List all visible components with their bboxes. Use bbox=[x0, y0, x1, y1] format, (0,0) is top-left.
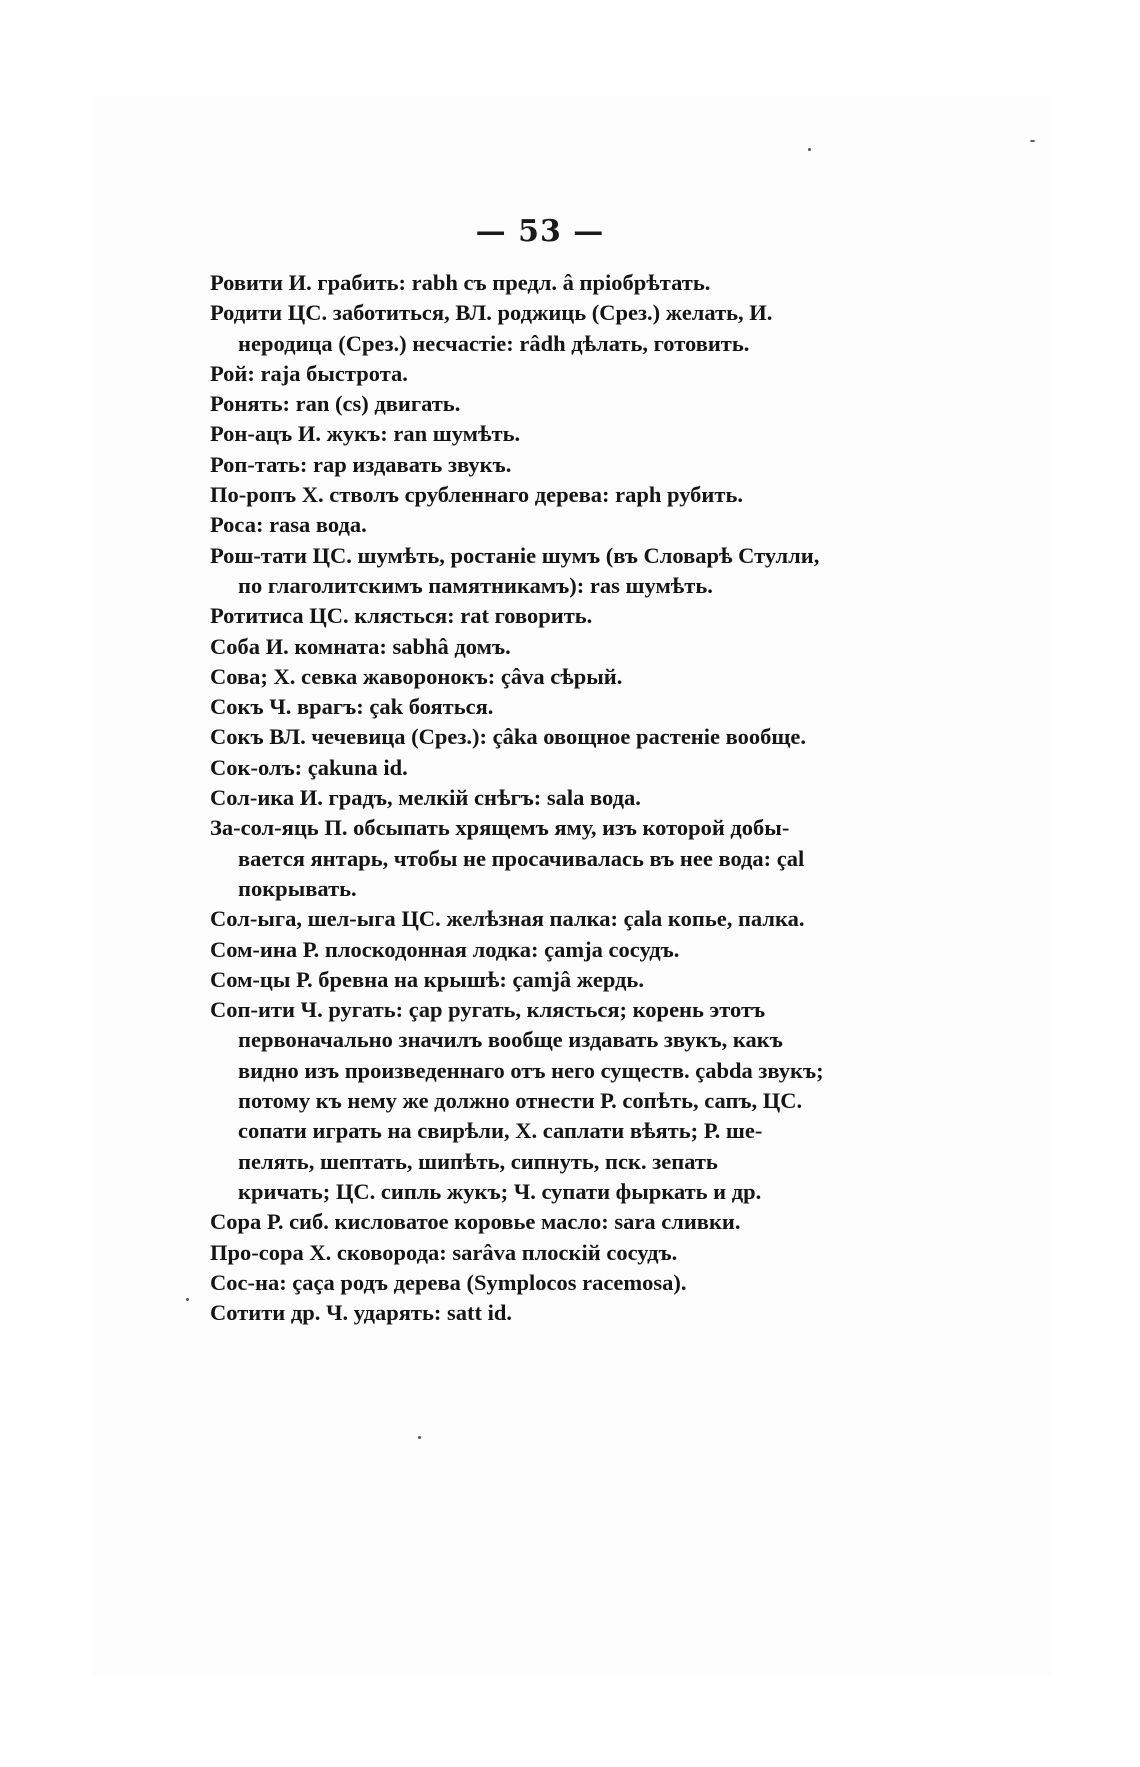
entry-line: Роп-тать: rap издавать звукъ. bbox=[210, 451, 512, 477]
entry-continuation-line: сопати играть на свирѣли, Х. саплати вѣять; Р. ше- bbox=[238, 1118, 763, 1144]
entry-continuation-line: кричать; ЦС. сипль жукъ; Ч. супати фыркать и др. bbox=[238, 1178, 762, 1204]
dictionary-entry bbox=[210, 904, 870, 934]
dictionary-entry bbox=[210, 783, 870, 813]
dictionary-entry bbox=[210, 692, 870, 722]
dictionary-entries bbox=[210, 268, 870, 1328]
entry-line: Сора Р. сиб. кисловатое коровье масло: sara сливки. bbox=[210, 1209, 741, 1235]
dictionary-entry bbox=[210, 1268, 870, 1298]
dictionary-entry bbox=[210, 298, 870, 359]
entry-line: За-сол-яць П. обсыпать хрящемъ яму, изъ которой добы- bbox=[210, 815, 790, 841]
dictionary-entry bbox=[210, 1298, 870, 1328]
entry-continuation-line: видно изъ произведеннаго отъ него существ. çabda звукъ; bbox=[238, 1057, 824, 1083]
dictionary-entry bbox=[210, 632, 870, 662]
entry-continuation-line: по глаголитскимъ памятникамъ): ras шумѣть. bbox=[238, 572, 713, 598]
dictionary-entry bbox=[210, 813, 870, 904]
entry-line: Соба И. комната: sabhâ домъ. bbox=[210, 633, 511, 659]
speck-mark bbox=[1030, 140, 1035, 142]
entry-line: Сос-на: çaça родъ дерева (Symplocos racemosa). bbox=[210, 1269, 687, 1295]
entry-line: Сокъ ВЛ. чечевица (Срез.): çâka овощное растеніе вообще. bbox=[210, 724, 806, 750]
entry-line: Ровити И. грабить: rabh съ предл. â пріобрѣтать. bbox=[210, 270, 711, 295]
speck-mark bbox=[186, 1298, 189, 1301]
entry-line: Соп-ити Ч. ругать: çap ругать, клясться; корень этотъ bbox=[210, 997, 766, 1023]
dictionary-entry bbox=[210, 965, 870, 995]
entry-line: Сок-олъ: çakuna id. bbox=[210, 754, 408, 780]
entry-line: Сол-ыга, шел-ыга ЦС. желѣзная палка: çala копье, палка. bbox=[210, 906, 805, 932]
dictionary-entry bbox=[210, 722, 870, 752]
entry-line: Родити ЦС. заботиться, ВЛ. роджиць (Срез.) желать, И. bbox=[210, 300, 773, 326]
entry-line: Ротитиса ЦС. клясться: rat говорить. bbox=[210, 603, 593, 629]
dictionary-entry bbox=[210, 995, 870, 1207]
dictionary-entry bbox=[210, 450, 870, 480]
entry-line: Сотити др. Ч. ударять: satt id. bbox=[210, 1300, 512, 1326]
dictionary-entry bbox=[210, 541, 870, 602]
entry-continuation-line: вается янтарь, чтобы не просачивалась въ нее вода: çal bbox=[238, 845, 805, 871]
dictionary-entry bbox=[210, 1238, 870, 1268]
entry-line: Рош-тати ЦС. шумѣть, ростаніе шумъ (въ Словарѣ Стулли, bbox=[210, 542, 820, 568]
speck-mark bbox=[808, 148, 811, 151]
dictionary-entry bbox=[210, 935, 870, 965]
dictionary-entry bbox=[210, 389, 870, 419]
entry-continuation-line: пелять, шептать, шипѣть, сипнуть, пск. зепать bbox=[238, 1148, 718, 1174]
entry-continuation-line: неродица (Срез.) несчастіе: râdh дѣлать, готовить. bbox=[238, 330, 750, 356]
entry-line: Сол-ика И. градъ, мелкій снѣгъ: sala вода. bbox=[210, 785, 641, 811]
entry-line: Сокъ Ч. врагъ: çak бояться. bbox=[210, 694, 494, 720]
entry-line: Рой: raja быстрота. bbox=[210, 360, 408, 386]
entry-line: Сом-ина Р. плоскодонная лодка: çamja сосудъ. bbox=[210, 936, 680, 962]
entry-continuation-line: потому къ нему же должно отнести Р. сопѣть, сапъ, ЦС. bbox=[238, 1088, 803, 1114]
speck-mark bbox=[418, 1436, 421, 1439]
entry-line: Про-сора Х. сковорода: sarâva плоскій сосудъ. bbox=[210, 1239, 678, 1265]
dictionary-entry bbox=[210, 662, 870, 692]
entry-line: Сова; Х. севка жаворонокъ: çâva сѣрый. bbox=[210, 663, 623, 689]
dictionary-entry bbox=[210, 601, 870, 631]
dictionary-entry bbox=[210, 359, 870, 389]
entry-line: По-ропъ Х. стволъ срубленнаго дерева: raph рубить. bbox=[210, 482, 743, 508]
dictionary-entry bbox=[210, 753, 870, 783]
dictionary-entry bbox=[210, 268, 870, 298]
entry-line: Ронять: ran (cs) двигать. bbox=[210, 391, 461, 417]
dictionary-entry bbox=[210, 1207, 870, 1237]
page-number: — 53 — bbox=[475, 214, 605, 249]
dictionary-entry bbox=[210, 510, 870, 540]
dictionary-entry bbox=[210, 419, 870, 449]
entry-line: Роса: rasa вода. bbox=[210, 512, 367, 538]
entry-line: Сом-цы Р. бревна на крышѣ: çamjâ жердь. bbox=[210, 966, 644, 992]
dictionary-entry bbox=[210, 480, 870, 510]
entry-line: Рон-ацъ И. жукъ: ran шумѣть. bbox=[210, 421, 521, 447]
entry-continuation-line: первоначально значилъ вообще издавать звукъ, какъ bbox=[238, 1027, 783, 1053]
entry-continuation-line: покрывать. bbox=[238, 875, 357, 901]
